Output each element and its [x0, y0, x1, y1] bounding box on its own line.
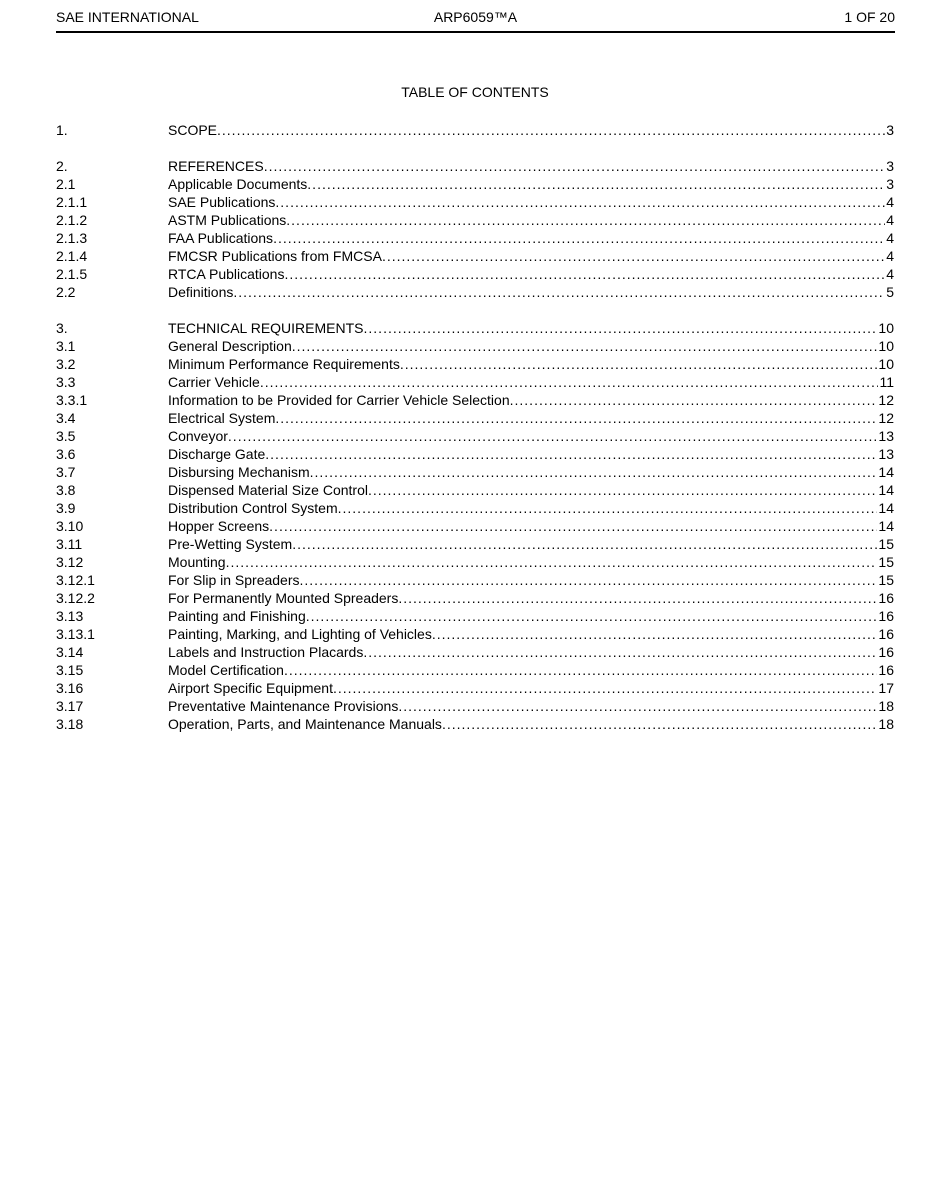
toc-entry [168, 607, 894, 625]
toc-row[interactable] [56, 337, 894, 355]
toc-entry [168, 391, 894, 409]
toc-section-title[interactable]: Labels and Instruction Placards [168, 644, 364, 660]
toc-entry [168, 427, 894, 445]
toc-row[interactable] [56, 535, 894, 553]
toc-page-number[interactable]: 10 [878, 356, 894, 372]
toc-dot-leader [442, 715, 877, 733]
toc-section-title[interactable]: Airport Specific Equipment [168, 680, 333, 696]
toc-section-number: 2.1.4 [56, 248, 88, 264]
toc-page-number[interactable]: 5 [886, 284, 894, 300]
toc-row[interactable] [56, 607, 894, 625]
toc-section-title[interactable]: Information to be Provided for Carrier Vehicle Selection [168, 392, 510, 408]
toc-section-title[interactable]: ASTM Publications [168, 212, 287, 228]
toc-page-number[interactable]: 16 [878, 626, 894, 642]
toc-section-title[interactable]: Disbursing Mechanism [168, 464, 310, 480]
toc-section-number: 3.12 [56, 554, 84, 570]
toc-page-number[interactable]: 16 [878, 662, 894, 678]
toc-entry [168, 265, 894, 283]
toc-row[interactable] [56, 427, 894, 445]
toc-section-title[interactable]: Painting, Marking, and Lighting of Vehicles [168, 626, 432, 642]
toc-section-number: 2.1.1 [56, 194, 88, 210]
toc-page-number[interactable]: 17 [878, 680, 894, 696]
toc-section-number: 3.18 [56, 716, 84, 732]
toc-section-title[interactable]: REFERENCES [168, 158, 264, 174]
toc-entry [168, 535, 894, 553]
toc-section-number: 2.1 [56, 176, 76, 192]
toc-dot-leader [400, 355, 878, 373]
toc-page-number[interactable]: 14 [878, 482, 894, 498]
toc-row[interactable] [56, 355, 894, 373]
toc-entry [168, 589, 894, 607]
toc-page-number[interactable]: 3 [886, 122, 894, 138]
toc-section-number: 3.11 [56, 536, 83, 552]
toc-entry [168, 679, 894, 697]
toc-entry [168, 157, 894, 175]
toc-section-title[interactable]: Hopper Screens [168, 518, 270, 534]
toc-section-title[interactable]: For Permanently Mounted Spreaders [168, 590, 399, 606]
toc-section-number: 3.3.1 [56, 392, 88, 408]
toc-section-number: 3.1 [56, 338, 76, 354]
toc-section-number: 2.1.2 [56, 212, 88, 228]
toc-page-number[interactable]: 4 [886, 230, 894, 246]
toc-section-number: 3.10 [56, 518, 84, 534]
toc-page-number[interactable]: 13 [878, 428, 894, 444]
toc-section-number: 3.2 [56, 356, 76, 372]
toc-dot-leader [275, 409, 877, 427]
toc-page-number[interactable]: 13 [878, 446, 894, 462]
toc-section-title[interactable]: Definitions [168, 284, 234, 300]
toc-entry [168, 193, 894, 211]
toc-entry [168, 121, 894, 139]
toc-section-title[interactable]: Mounting [168, 554, 226, 570]
toc-dot-leader [275, 193, 885, 211]
toc-section-title[interactable]: Dispensed Material Size Control [168, 482, 368, 498]
toc-page-number[interactable]: 4 [886, 248, 894, 264]
toc-entry [168, 499, 894, 517]
toc-row[interactable] [56, 409, 894, 427]
toc-dot-leader [306, 607, 878, 625]
toc-section-title[interactable]: FAA Publications [168, 230, 274, 246]
toc-entry [168, 337, 894, 355]
toc-page-number[interactable]: 4 [886, 266, 894, 282]
toc-row[interactable] [56, 643, 894, 661]
toc-row[interactable] [56, 121, 894, 139]
header-document-number: ARP6059™A [433, 9, 518, 25]
toc-page-number[interactable]: 3 [886, 158, 894, 174]
toc-row[interactable] [56, 589, 894, 607]
toc-section-number: 3.12.1 [56, 572, 95, 588]
toc-title: TABLE OF CONTENTS [401, 84, 549, 100]
toc-entry [168, 661, 894, 679]
toc-page-number[interactable]: 12 [878, 392, 894, 408]
toc-row[interactable] [56, 319, 894, 337]
toc-section-title[interactable]: TECHNICAL REQUIREMENTS [168, 320, 364, 336]
toc-dot-leader [292, 535, 877, 553]
toc-dot-leader [273, 229, 885, 247]
toc-row[interactable] [56, 229, 894, 247]
toc-dot-leader [307, 175, 885, 193]
toc-dot-leader [310, 463, 878, 481]
toc-entry [168, 517, 894, 535]
toc-section-number: 2.1.3 [56, 230, 88, 246]
toc-page-number[interactable]: 16 [878, 644, 894, 660]
page-header [56, 9, 895, 33]
toc-section-title[interactable]: SCOPE [168, 122, 218, 138]
toc-dot-leader [226, 553, 878, 571]
toc-entry [168, 715, 894, 733]
toc-row[interactable] [56, 445, 894, 463]
toc-entry [168, 373, 894, 391]
toc-row[interactable] [56, 157, 894, 175]
toc-entry [168, 481, 894, 499]
toc-dot-leader [364, 319, 878, 337]
toc-page-number[interactable]: 16 [878, 590, 894, 606]
toc-section-number: 2.2 [56, 284, 76, 300]
toc-entry [168, 571, 894, 589]
toc-section-number: 3.5 [56, 428, 76, 444]
toc-row[interactable] [56, 373, 894, 391]
toc-page-number[interactable]: 3 [886, 176, 894, 192]
toc-section-title[interactable]: Discharge Gate [168, 446, 266, 462]
toc-page-number[interactable]: 14 [878, 464, 894, 480]
toc-page-number[interactable]: 15 [878, 572, 894, 588]
toc-entry [168, 247, 894, 265]
toc-page-number[interactable]: 14 [878, 500, 894, 516]
toc-row[interactable] [56, 463, 894, 481]
toc-section-title[interactable]: Electrical System [168, 410, 276, 426]
toc-dot-leader [333, 679, 877, 697]
toc-dot-leader [382, 247, 885, 265]
toc-row[interactable] [56, 211, 894, 229]
toc-page-number[interactable]: 12 [878, 410, 894, 426]
toc-section-number: 3. [56, 320, 68, 336]
header-organization: SAE INTERNATIONAL [56, 9, 199, 25]
toc-page-number[interactable]: 10 [878, 320, 894, 336]
toc-entry [168, 175, 894, 193]
toc-section-number: 3.15 [56, 662, 84, 678]
toc-entry [168, 283, 894, 301]
toc-entry [168, 445, 894, 463]
toc-section-title[interactable]: Conveyor [168, 428, 228, 444]
toc-entry [168, 643, 894, 661]
toc-row[interactable] [56, 175, 894, 193]
toc-section-title[interactable]: FMCSR Publications from FMCSA [168, 248, 382, 264]
toc-section-title[interactable]: RTCA Publications [168, 266, 285, 282]
toc-section-title[interactable]: Pre-Wetting System [168, 536, 293, 552]
toc-row[interactable] [56, 697, 894, 715]
toc-row[interactable] [56, 391, 894, 409]
toc-page-number[interactable]: 15 [878, 554, 894, 570]
toc-row[interactable] [56, 193, 894, 211]
toc-page-number[interactable]: 18 [878, 698, 894, 714]
toc-section-number: 3.6 [56, 446, 76, 462]
toc-section-title[interactable]: General Description [168, 338, 292, 354]
toc-section-number: 3.3 [56, 374, 76, 390]
toc-section-title[interactable]: For Slip in Spreaders [168, 572, 300, 588]
toc-entry [168, 409, 894, 427]
toc-entry [168, 319, 894, 337]
toc-dot-leader [398, 697, 877, 715]
header-page-number: 1 OF 20 [844, 9, 895, 25]
toc-page-number[interactable]: 4 [886, 194, 894, 210]
toc-section-title[interactable]: Applicable Documents [168, 176, 308, 192]
table-of-contents [56, 121, 894, 733]
toc-row[interactable] [56, 625, 894, 643]
toc-row[interactable] [56, 265, 894, 283]
toc-section-number: 3.17 [56, 698, 84, 714]
toc-section-number: 3.16 [56, 680, 84, 696]
toc-row[interactable] [56, 571, 894, 589]
toc-row[interactable] [56, 661, 894, 679]
toc-entry [168, 463, 894, 481]
toc-dot-leader [228, 427, 878, 445]
toc-dot-leader [217, 121, 885, 139]
toc-section-title[interactable]: Minimum Performance Requirements [168, 356, 400, 372]
toc-section-title[interactable]: Distribution Control System [168, 500, 338, 516]
toc-row[interactable] [56, 553, 894, 571]
toc-section-title[interactable]: Operation, Parts, and Maintenance Manuals [168, 716, 442, 732]
toc-row[interactable] [56, 499, 894, 517]
toc-dot-leader [368, 481, 877, 499]
toc-entry [168, 355, 894, 373]
toc-page-number[interactable]: 18 [878, 716, 894, 732]
toc-dot-leader [338, 499, 878, 517]
toc-entry [168, 625, 894, 643]
toc-dot-leader [300, 571, 878, 589]
toc-section-number: 3.4 [56, 410, 76, 426]
toc-section-title[interactable]: Carrier Vehicle [168, 374, 260, 390]
toc-row[interactable] [56, 679, 894, 697]
toc-dot-leader [363, 643, 877, 661]
toc-entry [168, 697, 894, 715]
toc-section-title[interactable]: Painting and Finishing [168, 608, 306, 624]
toc-dot-leader [398, 589, 877, 607]
toc-entry [168, 553, 894, 571]
toc-section-title[interactable]: Preventative Maintenance Provisions [168, 698, 399, 714]
toc-dot-leader [260, 373, 879, 391]
toc-section-number: 3.8 [56, 482, 76, 498]
toc-section-number: 3.13.1 [56, 626, 95, 642]
toc-section-title[interactable]: SAE Publications [168, 194, 276, 210]
toc-dot-leader [292, 337, 878, 355]
toc-section-number: 3.7 [56, 464, 76, 480]
toc-row[interactable] [56, 715, 894, 733]
toc-dot-leader [284, 661, 877, 679]
toc-entry [168, 229, 894, 247]
toc-dot-leader [265, 445, 877, 463]
toc-page-number[interactable]: 4 [886, 212, 894, 228]
toc-row[interactable] [56, 283, 894, 301]
toc-section-number: 3.12.2 [56, 590, 95, 606]
toc-row[interactable] [56, 481, 894, 499]
toc-row[interactable] [56, 247, 894, 265]
toc-dot-leader [264, 157, 886, 175]
toc-page-number[interactable]: 16 [878, 608, 894, 624]
toc-dot-leader [286, 211, 885, 229]
toc-page-number[interactable]: 14 [878, 518, 894, 534]
toc-entry [168, 211, 894, 229]
toc-section-number: 3.9 [56, 500, 76, 516]
toc-dot-leader [269, 517, 877, 535]
toc-dot-leader [432, 625, 878, 643]
toc-section-number: 1. [56, 122, 68, 138]
toc-section-title[interactable]: Model Certification [168, 662, 284, 678]
toc-section-number: 3.13 [56, 608, 84, 624]
toc-row[interactable] [56, 517, 894, 535]
toc-dot-leader [510, 391, 878, 409]
toc-dot-leader [233, 283, 885, 301]
toc-section-number: 2.1.5 [56, 266, 88, 282]
toc-page-number[interactable]: 15 [878, 536, 894, 552]
toc-page-number[interactable]: 11 [879, 374, 894, 390]
toc-page-number[interactable]: 10 [878, 338, 894, 354]
toc-dot-leader [284, 265, 885, 283]
toc-section-number: 2. [56, 158, 68, 174]
toc-section-number: 3.14 [56, 644, 84, 660]
